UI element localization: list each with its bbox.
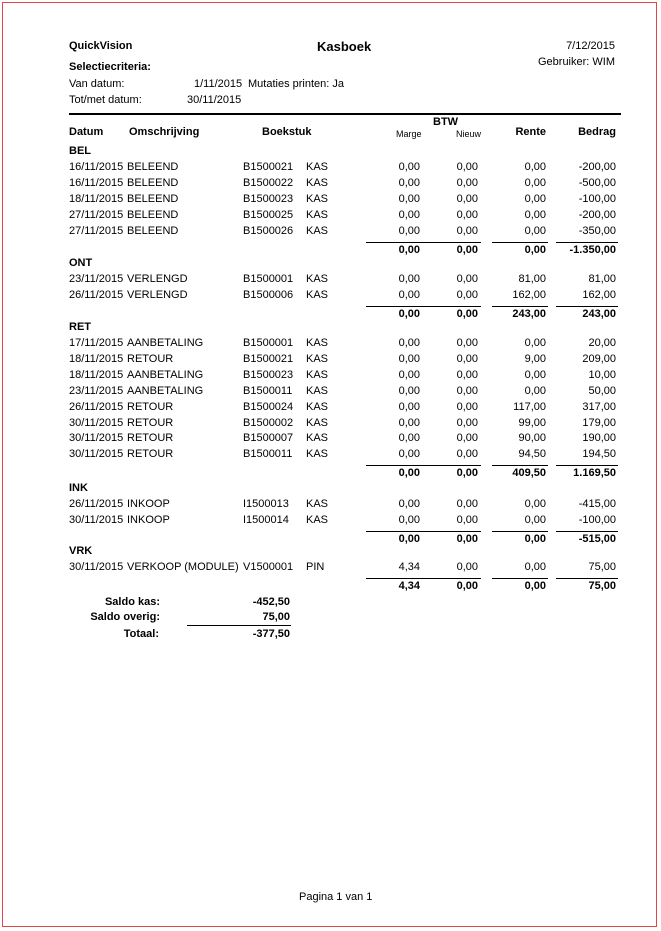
subtotal-rule	[556, 306, 618, 307]
table-row	[0, 193, 661, 208]
group-code: INK	[69, 482, 88, 494]
report-title: Kasboek	[317, 39, 372, 54]
cell-dagboek: KAS	[306, 400, 329, 413]
cell-boekstuk: B1500024	[243, 400, 294, 413]
cell-marge: 0,00	[398, 176, 420, 189]
cell-bedrag: -100,00	[578, 513, 616, 526]
cell-marge: 0,00	[398, 498, 420, 510]
saldo-kas-label: Saldo kas:	[104, 596, 160, 608]
subtotal-rule	[492, 465, 548, 466]
cell-bedrag: -415,00	[578, 498, 616, 510]
col-rente: Rente	[515, 126, 546, 138]
subtotal-rule	[556, 242, 618, 243]
cell-datum: 27/11/2015	[69, 208, 124, 221]
cell-nieuw: 0,00	[456, 176, 478, 189]
cell-dagboek: KAS	[306, 208, 329, 221]
cell-bedrag: 10,00	[588, 368, 616, 381]
total-bedrag: -1.350,00	[569, 243, 616, 256]
cell-bedrag: -200,00	[578, 161, 616, 173]
cell-nieuw: 0,00	[456, 400, 478, 413]
summary-rule	[187, 625, 291, 626]
group-code: RET	[69, 321, 91, 333]
cell-rente: 99,00	[518, 416, 546, 429]
totaal-value: -377,50	[252, 628, 290, 640]
cell-boekstuk: B1500026	[243, 224, 294, 237]
cell-omschrijving: BELEEND	[127, 224, 179, 237]
cell-boekstuk: B1500025	[243, 208, 294, 221]
subtotal-rule	[556, 465, 618, 466]
cell-boekstuk: I1500013	[243, 498, 289, 510]
total-marge: 0,00	[398, 467, 420, 480]
cell-marge: 0,00	[398, 416, 420, 429]
cell-rente: 0,00	[524, 224, 546, 237]
total-bedrag: 1.169,50	[573, 467, 616, 480]
cell-marge: 0,00	[398, 337, 420, 349]
cell-dagboek: KAS	[306, 448, 329, 461]
cell-datum: 18/11/2015	[69, 192, 124, 205]
cell-boekstuk: B1500001	[243, 273, 294, 285]
total-bedrag: 75,00	[588, 579, 616, 592]
cell-marge: 0,00	[398, 161, 420, 173]
col-marge: Marge	[396, 129, 422, 139]
total-nieuw: 0,00	[456, 467, 478, 480]
cell-dagboek: KAS	[306, 288, 329, 301]
cell-dagboek: KAS	[306, 368, 329, 381]
cell-bedrag: 194,50	[582, 448, 616, 461]
cell-datum: 18/11/2015	[69, 352, 124, 365]
cell-dagboek: KAS	[306, 384, 329, 397]
cell-boekstuk: B1500011	[243, 448, 293, 461]
cell-dagboek: KAS	[306, 513, 329, 526]
cell-boekstuk: B1500011	[243, 384, 293, 397]
cell-boekstuk: B1500023	[243, 368, 294, 381]
cell-marge: 0,00	[398, 352, 420, 365]
col-datum: Datum	[69, 126, 104, 138]
cell-dagboek: KAS	[306, 161, 329, 173]
cell-datum: 23/11/2015	[69, 384, 124, 397]
total-nieuw: 0,00	[456, 532, 478, 545]
cell-datum: 30/11/2015	[69, 513, 124, 526]
group-code: ONT	[69, 257, 93, 269]
total-nieuw: 0,00	[456, 579, 478, 592]
cell-omschrijving: AANBETALING	[127, 384, 204, 397]
cell-omschrijving: AANBETALING	[127, 337, 204, 349]
cell-bedrag: 75,00	[588, 561, 616, 573]
cell-marge: 0,00	[398, 384, 420, 397]
subtotal-rule	[366, 578, 481, 579]
subtotal-rule	[492, 531, 548, 532]
van-label: Van datum:	[69, 78, 125, 90]
total-bedrag: 243,00	[582, 307, 616, 320]
cell-datum: 30/11/2015	[69, 432, 124, 445]
cell-bedrag: -200,00	[578, 208, 616, 221]
cell-rente: 117,00	[513, 400, 546, 413]
totaal-label: Totaal:	[123, 628, 159, 640]
cell-omschrijving: RETOUR	[127, 352, 174, 365]
subtotal-rule	[366, 242, 481, 243]
cell-omschrijving: BELEEND	[127, 192, 179, 205]
cell-nieuw: 0,00	[456, 208, 478, 221]
cell-bedrag: 317,00	[582, 400, 616, 413]
subtotal-row	[0, 533, 661, 548]
saldo-overig-value: 75,00	[262, 611, 290, 623]
cell-marge: 0,00	[398, 513, 420, 526]
cell-boekstuk: B1500023	[243, 192, 294, 205]
cell-dagboek: KAS	[306, 176, 329, 189]
cell-dagboek: KAS	[306, 192, 329, 205]
cell-bedrag: 190,00	[582, 432, 616, 445]
cell-rente: 0,00	[524, 208, 546, 221]
report-date: 7/12/2015	[566, 40, 615, 52]
cell-boekstuk: B1500021	[243, 161, 294, 173]
cell-nieuw: 0,00	[456, 352, 478, 365]
cell-dagboek: KAS	[306, 416, 329, 429]
cell-datum: 30/11/2015	[69, 561, 124, 573]
table-row	[0, 337, 661, 352]
total-rente: 409,50	[512, 467, 546, 480]
col-nieuw: Nieuw	[456, 129, 482, 139]
criteria-title: Selectiecriteria:	[69, 61, 151, 73]
cell-datum: 26/11/2015	[69, 400, 124, 413]
cell-boekstuk: B1500001	[243, 337, 294, 349]
cell-rente: 0,00	[524, 161, 546, 173]
cell-nieuw: 0,00	[456, 224, 478, 237]
cell-bedrag: -350,00	[578, 224, 616, 237]
table-row	[0, 401, 661, 416]
cell-marge: 0,00	[398, 288, 420, 301]
cell-omschrijving: BELEEND	[127, 176, 179, 189]
cell-marge: 0,00	[398, 192, 420, 205]
table-row	[0, 353, 661, 368]
cell-rente: 9,00	[524, 352, 546, 365]
cell-nieuw: 0,00	[456, 288, 478, 301]
table-row	[0, 448, 661, 463]
cell-boekstuk: V1500001	[243, 561, 294, 573]
table-row	[0, 369, 661, 384]
subtotal-row	[0, 244, 661, 259]
cell-boekstuk: B1500007	[243, 432, 294, 445]
cell-bedrag: 179,00	[582, 416, 616, 429]
subtotal-rule	[366, 531, 481, 532]
cell-boekstuk: B1500002	[243, 416, 294, 429]
subtotal-rule	[556, 531, 618, 532]
cell-datum: 27/11/2015	[69, 224, 124, 237]
table-row	[0, 561, 661, 576]
group-code: VRK	[69, 545, 93, 557]
table-row	[0, 498, 661, 513]
total-nieuw: 0,00	[456, 307, 478, 320]
cell-omschrijving: VERLENGD	[127, 273, 188, 285]
total-marge: 0,00	[398, 307, 420, 320]
subtotal-rule	[492, 306, 548, 307]
app-name: QuickVision	[69, 40, 133, 52]
cell-boekstuk: B1500006	[243, 288, 294, 301]
total-rente: 0,00	[524, 243, 546, 256]
subtotal-rule	[492, 578, 548, 579]
subtotal-rule	[556, 578, 618, 579]
cell-rente: 0,00	[524, 176, 546, 189]
cell-bedrag: -500,00	[578, 176, 616, 189]
cell-rente: 0,00	[524, 384, 546, 397]
cell-rente: 94,50	[518, 448, 546, 461]
cell-rente: 0,00	[524, 337, 546, 349]
table-row	[0, 161, 661, 176]
cell-marge: 0,00	[398, 208, 420, 221]
cell-omschrijving: RETOUR	[127, 448, 174, 461]
cell-omschrijving: RETOUR	[127, 416, 174, 429]
total-rente: 0,00	[524, 579, 546, 592]
cell-rente: 0,00	[524, 498, 546, 510]
table-row	[0, 385, 661, 400]
cell-datum: 30/11/2015	[69, 448, 124, 461]
cell-marge: 0,00	[398, 432, 420, 445]
cell-bedrag: 209,00	[582, 352, 616, 365]
cell-nieuw: 0,00	[456, 161, 478, 173]
cell-datum: 30/11/2015	[69, 416, 124, 429]
cell-datum: 26/11/2015	[69, 498, 124, 510]
van-value: 1/11/2015	[194, 78, 243, 90]
cell-nieuw: 0,00	[456, 337, 478, 349]
cell-rente: 0,00	[524, 192, 546, 205]
table-row	[0, 177, 661, 192]
cell-datum: 16/11/2015	[69, 161, 124, 173]
cell-datum: 18/11/2015	[69, 368, 124, 381]
cell-omschrijving: BELEEND	[127, 208, 179, 221]
cell-nieuw: 0,00	[456, 513, 478, 526]
cell-rente: 0,00	[524, 561, 546, 573]
cell-rente: 0,00	[524, 513, 546, 526]
tot-label: Tot/met datum:	[69, 94, 142, 106]
header-rule	[69, 113, 621, 115]
cell-omschrijving: VERKOOP (MODULE)	[127, 561, 239, 573]
cell-omschrijving: BELEEND	[127, 161, 179, 173]
cell-omschrijving: INKOOP	[127, 498, 170, 510]
cell-rente: 0,00	[524, 368, 546, 381]
saldo-overig-label: Saldo overig:	[90, 611, 160, 623]
cell-marge: 0,00	[398, 224, 420, 237]
cell-datum: 16/11/2015	[69, 176, 124, 189]
cell-marge: 0,00	[398, 448, 420, 461]
cell-boekstuk: B1500022	[243, 176, 294, 189]
table-row	[0, 417, 661, 432]
cell-dagboek: KAS	[306, 352, 329, 365]
cell-marge: 0,00	[398, 368, 420, 381]
subtotal-row	[0, 467, 661, 482]
cell-datum: 17/11/2015	[69, 337, 124, 349]
saldo-kas-value: -452,50	[252, 596, 290, 608]
col-omschrijving: Omschrijving	[129, 126, 200, 138]
mutaties-label: Mutaties printen: Ja	[248, 78, 344, 90]
total-rente: 0,00	[524, 532, 546, 545]
cell-dagboek: KAS	[306, 432, 329, 445]
col-btw: BTW	[433, 116, 459, 128]
cell-nieuw: 0,00	[456, 273, 478, 285]
subtotal-row	[0, 308, 661, 323]
cell-omschrijving: INKOOP	[127, 513, 170, 526]
cell-rente: 90,00	[518, 432, 546, 445]
cell-dagboek: PIN	[306, 561, 325, 573]
cell-bedrag: -100,00	[578, 192, 616, 205]
col-boekstuk: Boekstuk	[262, 126, 312, 138]
total-bedrag: -515,00	[578, 532, 616, 545]
table-row	[0, 289, 661, 304]
page-number: Pagina 1 van 1	[299, 891, 373, 903]
report-user: Gebruiker: WIM	[537, 56, 615, 68]
subtotal-rule	[366, 306, 481, 307]
cell-marge: 0,00	[398, 400, 420, 413]
cell-nieuw: 0,00	[456, 192, 478, 205]
cell-omschrijving: VERLENGD	[127, 288, 188, 301]
cell-omschrijving: RETOUR	[127, 432, 174, 445]
cell-nieuw: 0,00	[456, 448, 478, 461]
subtotal-row	[0, 580, 661, 595]
cell-marge: 0,00	[398, 273, 420, 285]
total-marge: 0,00	[398, 532, 420, 545]
table-row	[0, 514, 661, 529]
cell-nieuw: 0,00	[456, 498, 478, 510]
cell-dagboek: KAS	[306, 498, 329, 510]
cell-boekstuk: B1500021	[243, 352, 294, 365]
cell-nieuw: 0,00	[456, 561, 478, 573]
col-bedrag: Bedrag	[578, 126, 616, 138]
total-rente: 243,00	[512, 307, 546, 320]
table-row	[0, 209, 661, 224]
subtotal-rule	[366, 465, 481, 466]
tot-value: 30/11/2015	[187, 94, 242, 106]
cell-nieuw: 0,00	[456, 416, 478, 429]
cell-omschrijving: AANBETALING	[127, 368, 204, 381]
cell-dagboek: KAS	[306, 337, 329, 349]
subtotal-rule	[492, 242, 548, 243]
cell-rente: 162,00	[512, 288, 546, 301]
total-marge: 4,34	[398, 579, 420, 592]
cell-nieuw: 0,00	[456, 432, 478, 445]
cell-marge: 4,34	[398, 561, 420, 573]
cell-datum: 26/11/2015	[69, 288, 124, 301]
total-marge: 0,00	[398, 243, 420, 256]
table-row	[0, 273, 661, 288]
cell-nieuw: 0,00	[456, 384, 478, 397]
cell-bedrag: 81,00	[588, 273, 616, 285]
cell-bedrag: 20,00	[588, 337, 616, 349]
table-row	[0, 225, 661, 240]
cell-datum: 23/11/2015	[69, 273, 124, 285]
cell-dagboek: KAS	[306, 273, 329, 285]
group-code: BEL	[69, 145, 91, 157]
total-nieuw: 0,00	[456, 243, 478, 256]
cell-dagboek: KAS	[306, 224, 329, 237]
cell-boekstuk: I1500014	[243, 513, 289, 526]
table-row	[0, 432, 661, 447]
cell-bedrag: 162,00	[582, 288, 616, 301]
cell-omschrijving: RETOUR	[127, 400, 174, 413]
cell-bedrag: 50,00	[588, 384, 616, 397]
cell-rente: 81,00	[518, 273, 546, 285]
cell-nieuw: 0,00	[456, 368, 478, 381]
